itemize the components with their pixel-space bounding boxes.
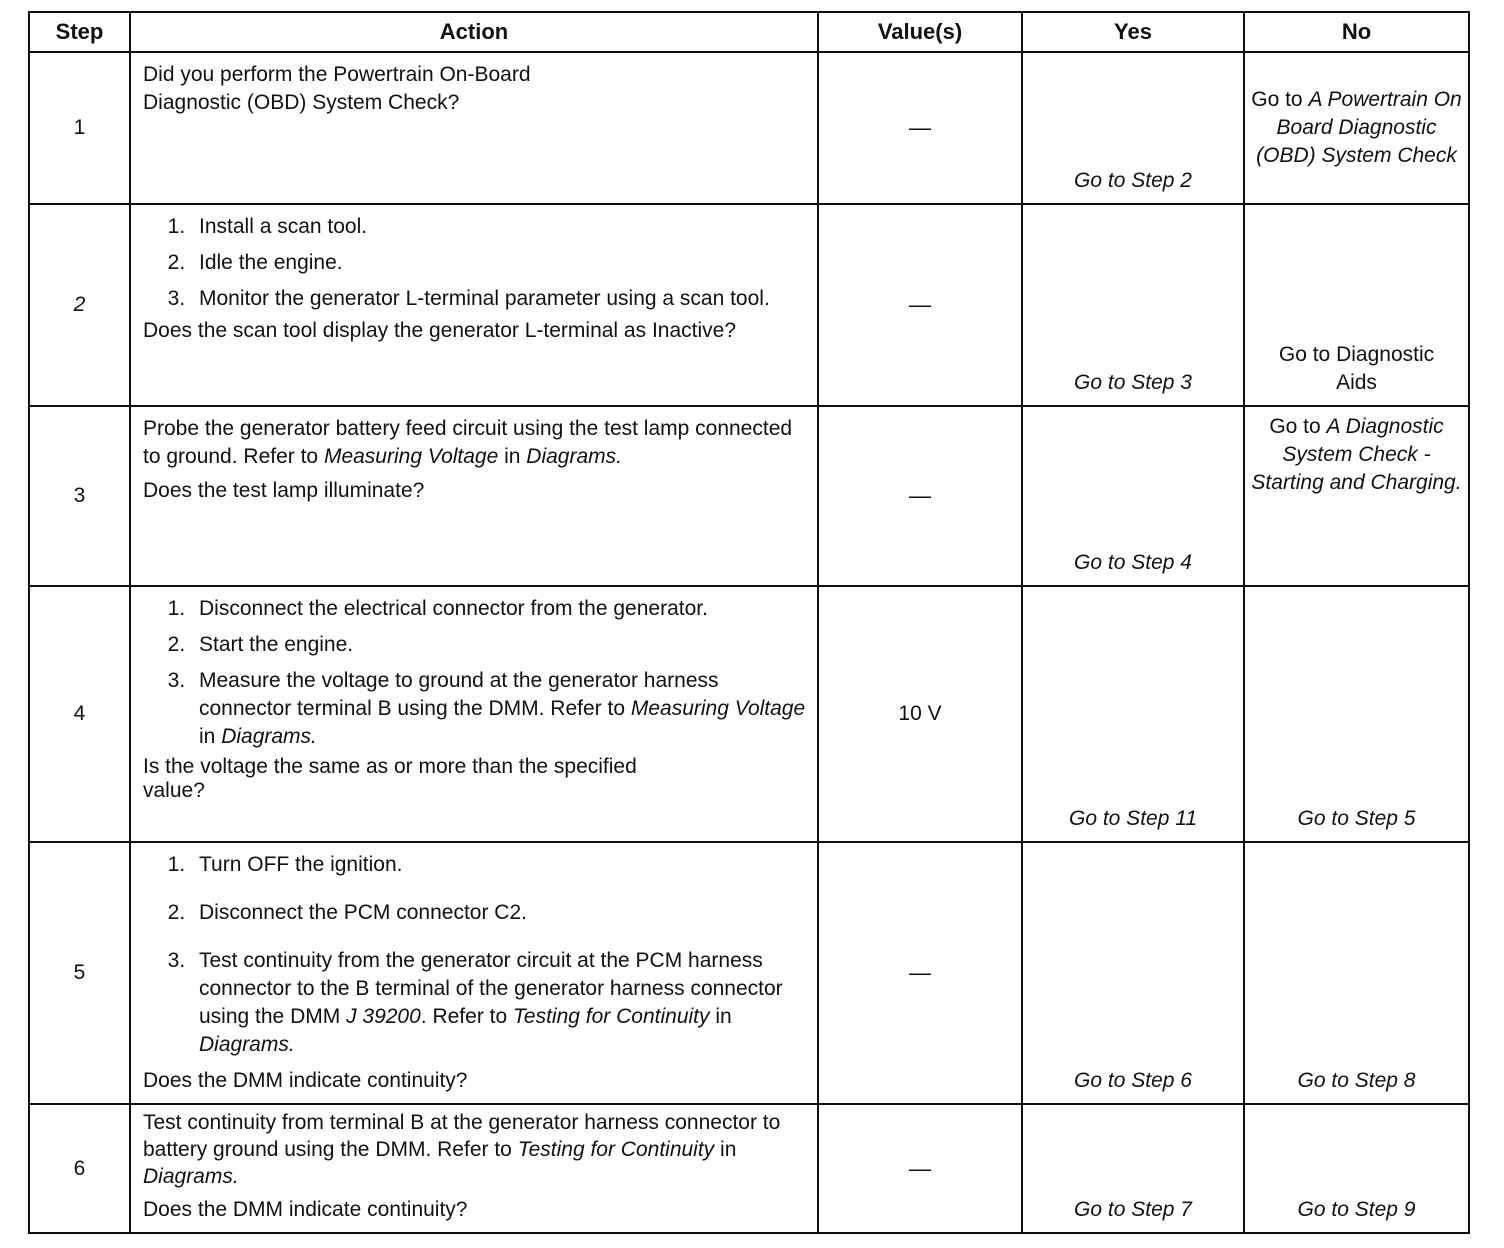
action-list xyxy=(143,213,807,313)
action-cell xyxy=(130,1104,818,1233)
item-text-mid: in xyxy=(709,1005,732,1028)
action-cell xyxy=(130,52,818,204)
table-row xyxy=(29,1104,1469,1233)
action-cell xyxy=(130,586,818,842)
no-link: A Powertrain On Board Diagnostic (OBD) System Check xyxy=(1256,88,1462,167)
action-cell xyxy=(130,842,818,1104)
no-prefix: Go to xyxy=(1269,415,1327,438)
list-item: 1. Turn OFF the ignition. xyxy=(191,851,807,879)
header-no: No xyxy=(1244,12,1469,52)
list-item xyxy=(191,947,807,1059)
yes-cell: Go to Step 6 xyxy=(1022,842,1244,1104)
action-ref: Testing for Continuity xyxy=(517,1138,715,1161)
yes-cell: Go to Step 11 xyxy=(1022,586,1244,842)
table-header-row xyxy=(29,12,1469,52)
table-row xyxy=(29,406,1469,586)
action-text xyxy=(143,415,807,471)
table-row xyxy=(29,204,1469,406)
diagnostic-table xyxy=(28,11,1470,1234)
step-number: 2 xyxy=(29,204,130,406)
item-text-a: Measure the voltage to ground at the generator harness connector terminal B using the DMM. Refer to xyxy=(199,669,719,720)
no-cell: Go to Step 9 xyxy=(1244,1104,1469,1233)
yes-cell: Go to Step 7 xyxy=(1022,1104,1244,1233)
item-ref: Measuring Voltage xyxy=(630,697,806,720)
header-step: Step xyxy=(29,12,130,52)
yes-cell: Go to Step 4 xyxy=(1022,406,1244,586)
table-row xyxy=(29,52,1469,204)
action-ref: Measuring Voltage xyxy=(323,445,499,468)
step-number: 6 xyxy=(29,1104,130,1233)
item-ref: Testing for Continuity xyxy=(513,1005,710,1028)
action-list xyxy=(143,851,807,1059)
yes-cell: Go to Step 2 xyxy=(1022,52,1244,204)
header-yes: Yes xyxy=(1022,12,1244,52)
list-item: 2. Start the engine. xyxy=(191,631,807,659)
value-cell: — xyxy=(818,204,1022,406)
step-number: 3 xyxy=(29,406,130,586)
action-ref-diagrams: Diagrams. xyxy=(143,1165,239,1188)
item-ref-diagrams: Diagrams. xyxy=(199,1033,295,1056)
action-question: Does the test lamp illuminate? xyxy=(143,479,425,502)
no-link: A Diagnostic System Check - Starting and Charging. xyxy=(1251,415,1462,494)
value-cell: — xyxy=(818,406,1022,586)
action-text-mid: in xyxy=(714,1138,737,1161)
step-number: 5 xyxy=(29,842,130,1104)
no-cell: Go to Step 8 xyxy=(1244,842,1469,1104)
action-text-a: Probe the generator battery feed circuit using the test lamp connected to ground. Refer to xyxy=(143,417,793,468)
action-text xyxy=(143,1109,807,1190)
list-item: 1. Disconnect the electrical connector from the generator. xyxy=(191,595,807,623)
action-cell xyxy=(130,406,818,586)
action-question: Does the DMM indicate continuity? xyxy=(143,1198,468,1221)
action-text-mid: in xyxy=(498,445,527,468)
value-cell: — xyxy=(818,52,1022,204)
step-number: 1 xyxy=(29,52,130,204)
header-values: Value(s) xyxy=(818,12,1022,52)
no-prefix: Go to xyxy=(1251,88,1309,111)
no-cell xyxy=(1244,52,1469,204)
action-text-a: Test continuity from terminal B at the generator harness connector to battery ground using the DMM. Refer to xyxy=(143,1111,781,1161)
list-item: 1. Install a scan tool. xyxy=(191,213,807,241)
action-cell xyxy=(130,204,818,406)
action-list xyxy=(143,595,807,751)
no-cell xyxy=(1244,406,1469,586)
action-text: Did you perform the Powertrain On-Board Diagnostic (OBD) System Check? xyxy=(143,63,531,114)
list-item: 2. Disconnect the PCM connector C2. xyxy=(191,899,807,927)
item-text-mid: in xyxy=(199,725,222,748)
list-item xyxy=(191,667,807,751)
item-ref-diagrams: Diagrams. xyxy=(221,725,317,748)
table-row xyxy=(29,586,1469,842)
no-cell: Go to Step 5 xyxy=(1244,586,1469,842)
action-question: Is the voltage the same as or more than the specified value? xyxy=(143,755,637,802)
item-tool: J 39200 xyxy=(346,1005,421,1028)
list-item: 3. Monitor the generator L-terminal parameter using a scan tool. xyxy=(191,285,807,313)
action-question: Does the DMM indicate continuity? xyxy=(143,1069,468,1092)
value-cell: — xyxy=(818,1104,1022,1233)
item-text-b: . Refer to xyxy=(420,1005,513,1028)
step-number: 4 xyxy=(29,586,130,842)
action-ref-diagrams: Diagrams. xyxy=(526,445,622,468)
item-text-a: Test continuity from the generator circuit at the PCM harness connector to the B terminal of the generator harness connector using the DMM xyxy=(199,949,783,1028)
header-action: Action xyxy=(130,12,818,52)
no-cell: Go to Diagnostic Aids xyxy=(1244,204,1469,406)
table-row xyxy=(29,842,1469,1104)
yes-cell: Go to Step 3 xyxy=(1022,204,1244,406)
action-question: Does the scan tool display the generator L-terminal as Inactive? xyxy=(143,319,736,342)
value-cell: — xyxy=(818,842,1022,1104)
list-item: 2. Idle the engine. xyxy=(191,249,807,277)
value-cell: 10 V xyxy=(818,586,1022,842)
